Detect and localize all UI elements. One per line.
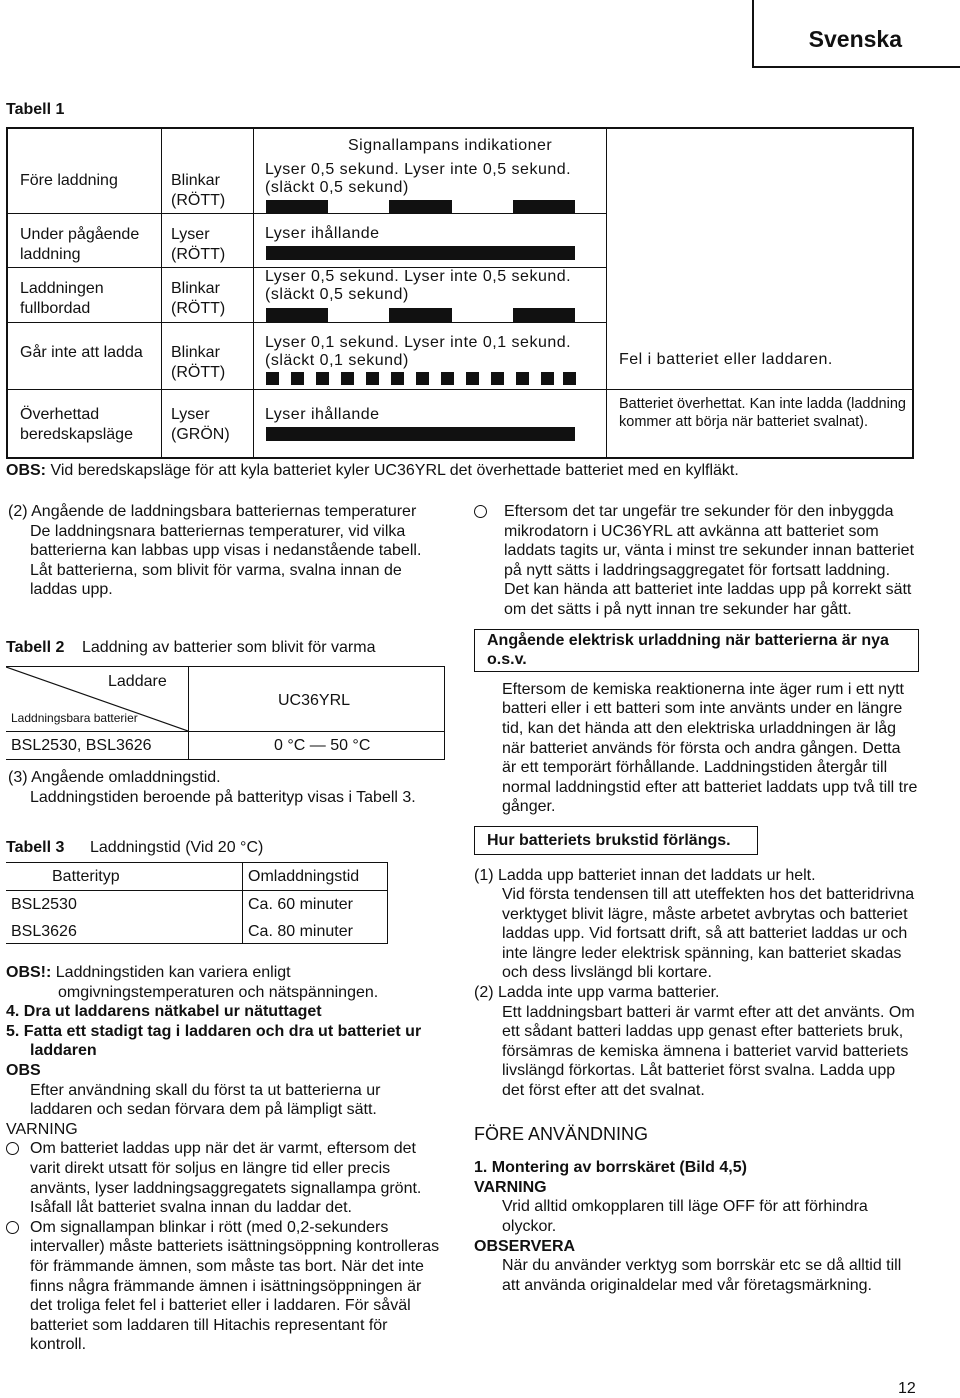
section2-paragraph: Låt batterierna, som blivit för varma, svalna innan de laddas upp. [30, 561, 402, 599]
table1-lamp: Lyser (RÖTT) [171, 226, 226, 263]
table3-head-type: Batterityp [52, 868, 120, 885]
steady-bar [266, 246, 575, 260]
warning-bullet: Om batteriet laddas upp när det är varmt, eftersom det varit direkt utsatt för soljus en längre tid eller precis använts, lyser laddningsaggregatets signallampa grönt. Isåfall låt batteriet svalna innan du laddar det. [6, 1139, 446, 1217]
table2-model: UC36YRL [278, 692, 351, 709]
table1-desc: Lyser 0,1 sekund. Lyser inte 0,1 sekund. (släckt 0,1 sekund) [265, 334, 572, 369]
section3 [8, 768, 445, 807]
table2-title: Laddning av batterier som blivit för varma [82, 639, 376, 656]
tip-item-title: (2) Ladda inte upp varma batterier. [474, 984, 720, 1002]
table3-head-time: Omladdningstid [248, 868, 360, 885]
table1-desc: Lyser 0,5 sekund. Lyser inte 0,5 sekund. (släckt 0,5 sekund) [265, 161, 572, 196]
table3-title: Laddningstid (Vid 20 °C) [90, 839, 264, 856]
table1-desc: Lyser ihållande [265, 225, 380, 242]
blink-bar [266, 308, 328, 322]
box1-text: Eftersom de kemiska reaktionerna inte äger rum i ett nytt batteri eller i ett batteri som inte använts under en längre tid, kan det hända att den elektriska urladdningen är låg när batteriet används för första och andra gången. Detta är ett temporärt förhållande. Laddningstiden återgår till normal laddningstid efter att batteriet laddats upp två till tre gånger. [502, 680, 918, 816]
right-column [474, 502, 918, 1295]
tip-item-text: Vid första tendensen till att uteffekten hos det batteridrivna verktyget blivit lägre, måste arbetet avbrytas och batteriet laddas upp. Vid fortsatt drift, så att batteriet laddas ur och inte längre leder elektrisk spänning, kan batteriet skadas och dess livslängd bli kortare. [502, 886, 915, 982]
table3-time: Ca. 60 minuter [248, 896, 353, 913]
section-title: FÖRE ANVÄNDNING [474, 1123, 649, 1144]
warning-bullet: Om signallampan blinkar i rött (med 0,2-sekunders intervaller) måste batteriets isättningsöppning kontrolleras för främmande ämnen, som måste tas bort. När det inte finns några främmande ämnen i isättningsöppningen är det troliga felet fel i batteriet eller i laddaren. För såväl batteriet som laddaren till Hitachis representant för kontroll. [6, 1218, 446, 1355]
section2-title: (2) Angående de laddningsbara batteriernas temperaturer [8, 503, 417, 520]
table1-caption: Tabell 1 [6, 101, 65, 118]
table1-obs: OBS: Vid beredskapsläge för att kyla batteriet kyler UC36YRL det överhettade batteriet med en kylfläkt. [6, 462, 739, 479]
tip-item-title: (1) Ladda upp batteriet innan det laddats ur helt. [474, 866, 816, 884]
varning-head: VARNING [6, 1120, 78, 1138]
observera-head: OBSERVERA [474, 1237, 576, 1255]
box-heading: Angående elektrisk urladdning när batterierna är nya o.s.v. [474, 629, 919, 672]
table2-batteries: BSL2530, BSL3626 [11, 737, 152, 754]
table3 [6, 862, 388, 944]
circle-bullet-icon [474, 505, 487, 518]
table2-battery-head: Laddningsbara batterier [11, 711, 138, 725]
language-box [752, 0, 960, 68]
table1-desc: Lyser ihållande [265, 406, 380, 423]
blink-bar [389, 200, 452, 214]
table1-state: Överhettad beredskapsläge [20, 406, 133, 443]
table1-state: Går inte att ladda [20, 344, 143, 361]
table1-state: Laddningen fullbordad [20, 280, 104, 317]
obs2-note: OBS!: Laddningstiden kan variera enligt omgivningstemperaturen och nätspänningen. [6, 964, 379, 1001]
circle-bullet-icon [6, 1142, 19, 1155]
table2-charger-head: Laddare [108, 673, 167, 690]
table3-type: BSL2530 [11, 896, 77, 913]
varning-head: VARNING [474, 1178, 547, 1196]
obs-head: OBS [6, 1061, 41, 1079]
table3-caption: Tabell 3 [6, 839, 65, 856]
box-heading: Hur batteriets brukstid förlängs. [474, 826, 758, 855]
table1-lamp: Lyser (GRÖN) [171, 406, 230, 443]
table2-range: 0 °C — 50 °C [274, 737, 371, 754]
left-lower [6, 963, 446, 1355]
circle-bullet-icon [6, 1221, 19, 1234]
table1-state: Före laddning [20, 172, 118, 189]
page-number: 12 [898, 1380, 916, 1397]
blink-bar [266, 200, 328, 214]
steady-bar [266, 427, 575, 441]
table2-caption: Tabell 2 [6, 639, 65, 656]
section2-paragraph: De laddningsnara batteriernas temperaturer, vid vilka batterierna kan labbas upp visas i nedanstående tabell. [30, 522, 422, 560]
section3-title: (3) Angående omladdningstid. [8, 769, 221, 786]
observera-text: När du använder verktyg som borrskär etc se då alltid till att använda originaldelar med vår företagsmärkning. [502, 1257, 902, 1294]
table1-lamp: Blinkar (RÖTT) [171, 172, 226, 209]
left-column [8, 502, 445, 600]
tip-item-text: Ett laddningsbart batteri är varmt efter att det använts. Om ett sådant batteri laddas upp genast efter batteriets bruk, försämras de kemiska ämnena i batteriet varvid batteriets livslängd förkortas. Låt batteriet först svalna. Ladda upp det först efter att det svalnat. [502, 1003, 915, 1100]
blink-bar [389, 308, 452, 322]
blink-bar [513, 308, 575, 322]
table3-type: BSL3626 [11, 923, 77, 940]
language-label: Svenska [808, 26, 902, 52]
blink-bar [513, 200, 575, 214]
step5: 5. Fatta ett stadigt tag i laddaren och dra ut batteriet ur laddaren [6, 1022, 422, 1060]
mount-title: 1. Montering av borrskäret (Bild 4,5) [474, 1159, 747, 1177]
info-bullet: Eftersom det tar ungefär tre sekunder för den inbyggda mikrodatorn i UC36YRL att avkänna att batteriet som laddats tagits ur, vänta i minst tre sekunder innan batteriet på nytt sätts i laddringsaggregatet för fortsatt laddning. Det kan hända att batteriet inte laddas upp på korrekt sätt om det sätts i på nytt innan tre sekunder har gått. [474, 502, 918, 620]
table1-desc: Lyser 0,5 sekund. Lyser inte 0,5 sekund. (släckt 0,5 sekund) [265, 268, 572, 303]
varning-text: Vrid alltid omkopplaren till läge OFF för att förhindra olyckor. [502, 1198, 868, 1235]
table1-state: Under pågående laddning [20, 226, 140, 263]
obs-body: Efter användning skall du först ta ut batterierna ur laddaren och sedan förvara dem på lämpligt sätt. [30, 1081, 381, 1119]
table1-note: Fel i batteriet eller laddaren. [619, 351, 833, 368]
table1 [6, 127, 914, 459]
table3-time: Ca. 80 minuter [248, 923, 353, 940]
step4: 4. Dra ut laddarens nätkabel ur nätuttaget [6, 1003, 322, 1021]
table1-note: Batteriet överhettat. Kan inte ladda (laddning kommer att börja när batteriet svalnat). [619, 396, 906, 430]
table1-lamp: Blinkar (RÖTT) [171, 344, 226, 381]
table1-col-header: Signallampans indikationer [348, 137, 553, 154]
section3-text: Laddningstiden beroende på batterityp visas i Tabell 3. [30, 788, 416, 806]
table1-lamp: Blinkar (RÖTT) [171, 280, 226, 317]
table2 [6, 666, 445, 760]
